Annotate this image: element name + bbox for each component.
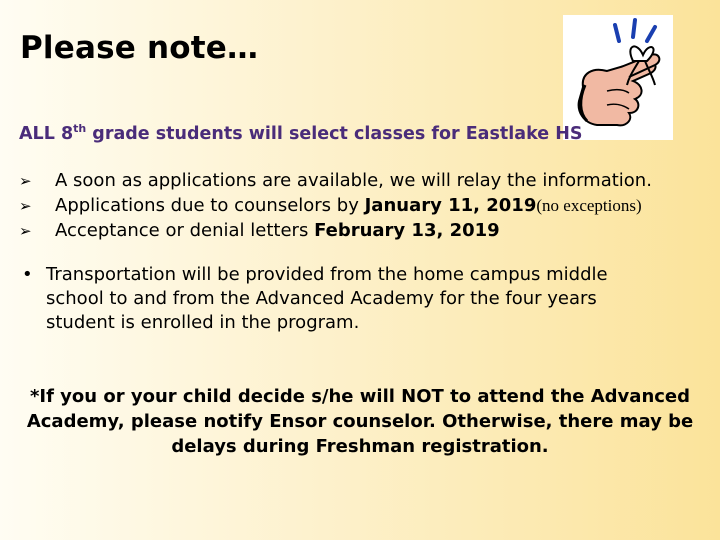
list-item-note: (no exceptions)	[536, 195, 642, 215]
arrowhead-bullet-icon: ➢	[19, 171, 32, 190]
subtitle-superscript: th	[73, 122, 87, 135]
announcement-subtitle	[19, 122, 582, 144]
transportation-bullet	[22, 263, 662, 335]
subtitle-rest: grade students will select classes for Eastlake HS	[86, 123, 583, 144]
list-item	[19, 218, 652, 243]
list-item-date: February 13, 2019	[314, 220, 500, 241]
list-item-text: Applications due to counselors by	[55, 195, 359, 216]
bullet-dot: •	[22, 264, 33, 285]
arrow-bullet-list	[19, 168, 652, 243]
list-item	[19, 193, 652, 218]
list-item	[19, 168, 652, 193]
transportation-text: Transportation will be provided from the home campus middle school to and from the Advanced Academy for the four years student is enrolled in the program.	[46, 264, 608, 333]
list-item-text: Acceptance or denial letters	[55, 220, 309, 241]
warning-note: *If you or your child decide s/he will NOT to attend the Advanced Academy, please notify Ensor counselor. Otherwise, there may be delays during Freshman registration.	[26, 386, 694, 457]
arrowhead-bullet-icon: ➢	[19, 196, 32, 215]
arrowhead-bullet-icon: ➢	[19, 221, 32, 240]
list-item-text: A soon as applications are available, we will relay the information.	[55, 170, 652, 191]
subtitle-prefix: ALL 8	[19, 123, 74, 144]
list-item-date: January 11, 2019	[364, 195, 537, 216]
page-title: Please note…	[20, 30, 259, 66]
